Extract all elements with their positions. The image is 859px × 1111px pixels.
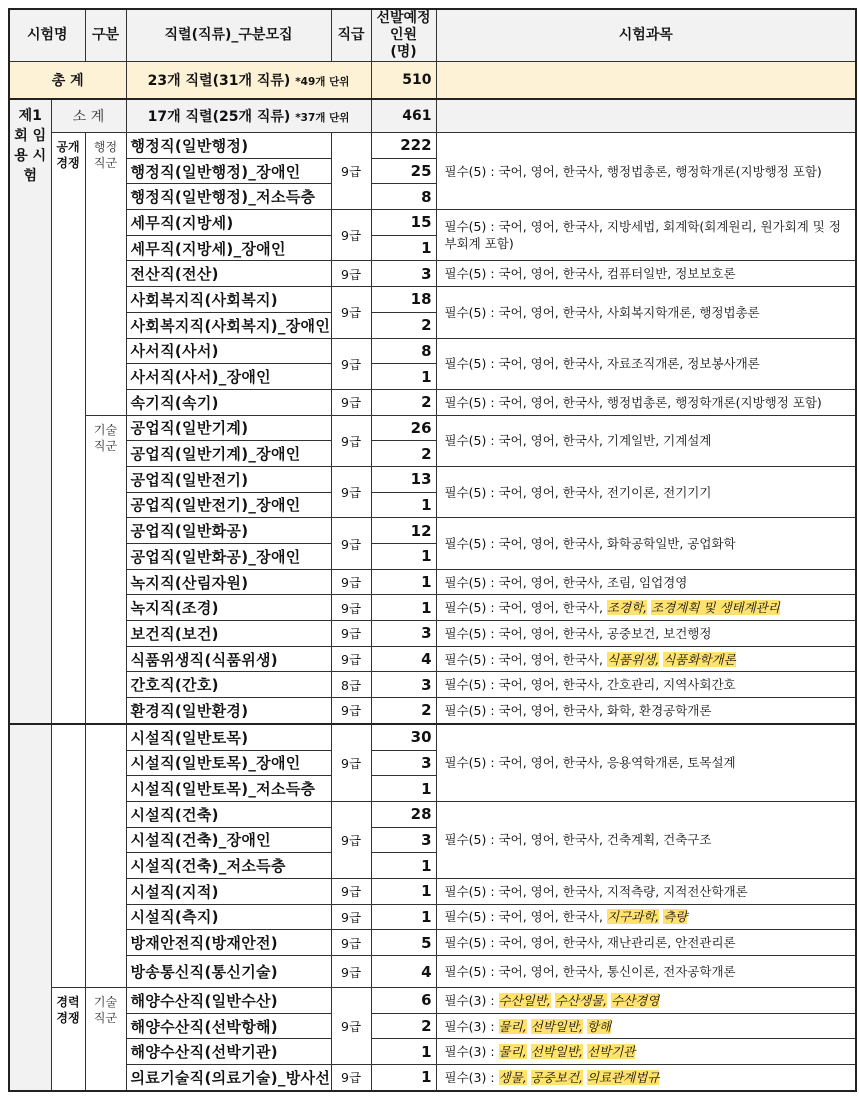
subjects-label: 필수(5) : <box>444 304 495 320</box>
subjects-common: 국어, 영어, 한국사, 통신이론, 전자공학개론 <box>498 964 736 979</box>
count-cell: 18 <box>371 287 436 313</box>
series-name: 해양수산직(일반수산) <box>126 988 331 1014</box>
total-series-text: 23개 직렬(31개 직류) <box>147 73 291 89</box>
subjects-label: 필수(5) : <box>444 219 495 235</box>
grade-cell: 9급 <box>331 518 371 569</box>
grade-cell: 9급 <box>331 956 371 988</box>
subtotal-count: 461 <box>371 99 436 133</box>
subjects-common: 국어, 영어, 한국사, 전기이론, 전기기기 <box>498 484 712 500</box>
grade-cell: 9급 <box>331 1065 371 1091</box>
subjects-cell <box>436 1013 856 1039</box>
subtotal-row <box>9 99 856 133</box>
count-cell: 2 <box>371 441 436 467</box>
subjects-cell <box>436 210 856 261</box>
count-cell: 15 <box>371 210 436 236</box>
count-cell: 4 <box>371 956 436 988</box>
count-cell: 1 <box>371 1065 436 1091</box>
series-name: 녹지직(조경) <box>126 595 331 621</box>
subjects-cell <box>436 904 856 930</box>
exam-name-cell-continued <box>9 724 51 1091</box>
subjects-common: 국어, 영어, 한국사, 응용역학개론, 토목설계 <box>498 755 736 771</box>
subjects-label: 필수(3) : <box>444 992 495 1008</box>
series-name: 속기직(속기) <box>126 389 331 415</box>
count-cell: 26 <box>371 415 436 441</box>
header-series: 직렬(직류)_구분모집 <box>126 9 331 62</box>
table-row <box>9 133 856 159</box>
grade-cell: 9급 <box>331 988 371 1065</box>
subject-highlighted: 지구과학, <box>606 909 660 925</box>
grade-cell: 9급 <box>331 724 371 802</box>
series-name: 해양수산직(선박항해) <box>126 1013 331 1039</box>
category-career: 경력 경쟁 <box>51 988 85 1091</box>
grade-cell: 8급 <box>331 672 371 698</box>
series-name: 시설직(건축)_장애인 <box>126 827 331 853</box>
subjects-common: 국어, 영어, 한국사, 화학공학일반, 공업화학 <box>498 536 736 551</box>
count-cell: 1 <box>371 364 436 390</box>
series-name: 시설직(지적) <box>126 878 331 904</box>
header-row <box>9 9 856 62</box>
subjects-common: 국어, 영어, 한국사, 건축계획, 건축구조 <box>498 832 712 848</box>
subjects-common: 국어, 영어, 한국사, 공중보건, 보건행정 <box>498 625 712 641</box>
count-cell: 1 <box>371 878 436 904</box>
grade-cell: 9급 <box>331 569 371 595</box>
subject-highlighted: 식품화학개론 <box>663 651 736 667</box>
subject-highlighted: 공중보건, <box>530 1069 583 1085</box>
subjects-cell <box>436 956 856 988</box>
grade-cell: 9급 <box>331 338 371 389</box>
subjects-common: 국어, 영어, 한국사, 행정법총론, 행정학개론(지방행정 포함) <box>498 163 822 179</box>
total-note: *49개 단위 <box>295 76 350 88</box>
table-row <box>9 698 856 724</box>
table-row <box>9 930 856 956</box>
header-exam: 시험명 <box>9 9 85 62</box>
subjects-label: 필수(5) : <box>444 536 495 551</box>
subjects-cell <box>436 518 856 569</box>
grade-cell: 9급 <box>331 878 371 904</box>
subjects-label: 필수(5) : <box>444 266 495 282</box>
count-cell: 1 <box>371 544 436 570</box>
subjects-cell <box>436 988 856 1014</box>
grade-cell: 9급 <box>331 621 371 647</box>
subjects-common: 국어, 영어, 한국사, <box>498 651 603 667</box>
subjects-label: 필수(5) : <box>444 600 495 616</box>
table-row <box>9 956 856 988</box>
subject-highlighted: 수산경영 <box>611 992 660 1008</box>
grade-cell: 9급 <box>331 210 371 261</box>
subject-highlighted: 물리, <box>498 1044 527 1060</box>
header-subjects: 시험과목 <box>436 9 856 62</box>
series-name: 시설직(측지) <box>126 904 331 930</box>
series-name: 행정직(일반행정)_저소득층 <box>126 184 331 210</box>
grade-cell: 9급 <box>331 389 371 415</box>
subjects-cell <box>436 287 856 338</box>
subtotal-series-text: 17개 직렬(25개 직류) <box>147 109 291 125</box>
grade-cell: 9급 <box>331 287 371 338</box>
header-category: 구분 <box>85 9 126 62</box>
count-cell: 25 <box>371 158 436 184</box>
count-cell: 1 <box>371 595 436 621</box>
subtotal-label: 소 계 <box>51 99 126 133</box>
table-row <box>9 878 856 904</box>
total-label: 총 계 <box>9 62 126 100</box>
count-cell: 3 <box>371 672 436 698</box>
table-row <box>9 389 856 415</box>
subjects-cell <box>436 569 856 595</box>
count-cell: 1 <box>371 1039 436 1065</box>
count-cell: 4 <box>371 646 436 672</box>
table-row <box>9 724 856 750</box>
subjects-cell <box>436 698 856 724</box>
subject-highlighted: 항해 <box>586 1018 612 1034</box>
subject-highlighted: 물리, <box>498 1018 527 1034</box>
table-row <box>9 1013 856 1039</box>
series-name: 사서직(사서)_장애인 <box>126 364 331 390</box>
count-cell: 3 <box>371 261 436 287</box>
count-cell: 1 <box>371 904 436 930</box>
subjects-label: 필수(5) : <box>444 909 495 925</box>
subjects-common: 국어, 영어, 한국사, 간호관리, 지역사회간호 <box>498 677 736 693</box>
total-series <box>126 62 371 100</box>
count-cell: 30 <box>371 724 436 750</box>
table-row <box>9 904 856 930</box>
subtotal-note: *37개 단위 <box>295 112 350 124</box>
count-cell: 1 <box>371 569 436 595</box>
grade-cell: 9급 <box>331 466 371 517</box>
series-name: 시설직(건축) <box>126 801 331 827</box>
count-cell: 6 <box>371 988 436 1014</box>
job-group-admin: 행정 직군 <box>85 133 126 416</box>
subjects-label: 필수(3) : <box>444 1069 495 1085</box>
subjects-common: 국어, 영어, 한국사, 화학, 환경공학개론 <box>498 702 712 718</box>
series-name: 방송통신직(통신기술) <box>126 956 331 988</box>
subjects-common: 국어, 영어, 한국사, 사회복지학개론, 행정법총론 <box>498 304 760 320</box>
series-name: 전산직(전산) <box>126 261 331 287</box>
subjects-label: 필수(5) : <box>444 574 495 590</box>
subject-highlighted: 의료관계법규 <box>586 1069 660 1085</box>
count-cell: 222 <box>371 133 436 159</box>
subjects-cell <box>436 595 856 621</box>
series-name: 세무직(지방세) <box>126 210 331 236</box>
count-cell: 12 <box>371 518 436 544</box>
subjects-cell <box>436 672 856 698</box>
series-name: 의료기술직(의료기술)_방사선 <box>126 1065 331 1091</box>
header-grade: 직급 <box>331 9 371 62</box>
subjects-label: 필수(3) : <box>444 1018 495 1034</box>
subjects-label: 필수(5) : <box>444 702 495 718</box>
total-count: 510 <box>371 62 436 100</box>
series-name: 공업직(일반화공) <box>126 518 331 544</box>
subjects-cell <box>436 1065 856 1091</box>
subjects-cell <box>436 930 856 956</box>
subjects-label: 필수(5) : <box>444 356 495 372</box>
series-name: 사회복지직(사회복지)_장애인 <box>126 312 331 338</box>
grade-cell: 9급 <box>331 930 371 956</box>
subject-highlighted: 수산생물, <box>554 992 608 1008</box>
grade-cell: 9급 <box>331 133 371 210</box>
subjects-label: 필수(5) : <box>444 883 495 899</box>
subjects-cell <box>436 878 856 904</box>
series-name: 공업직(일반기계)_장애인 <box>126 441 331 467</box>
subjects-label: 필수(5) : <box>444 677 495 693</box>
subjects-label: 필수(5) : <box>444 755 495 771</box>
subjects-label: 필수(5) : <box>444 935 495 951</box>
table-row <box>9 338 856 364</box>
count-cell: 1 <box>371 776 436 802</box>
grade-cell: 9급 <box>331 801 371 878</box>
grade-cell: 9급 <box>331 698 371 724</box>
series-name: 시설직(일반토목)_장애인 <box>126 750 331 776</box>
count-cell: 8 <box>371 338 436 364</box>
subjects-common: 국어, 영어, 한국사, 행정법총론, 행정학개론(지방행정 포함) <box>498 394 822 410</box>
count-cell: 3 <box>371 827 436 853</box>
grade-cell: 9급 <box>331 595 371 621</box>
table-row <box>9 621 856 647</box>
count-cell: 13 <box>371 466 436 492</box>
subject-highlighted: 조경학, <box>606 600 648 616</box>
table-row <box>9 1065 856 1091</box>
subjects-cell <box>436 1039 856 1065</box>
count-cell: 5 <box>371 930 436 956</box>
subject-highlighted: 선박기관 <box>586 1044 636 1060</box>
exam-subjects-table <box>8 8 857 1092</box>
count-cell: 8 <box>371 184 436 210</box>
count-cell: 2 <box>371 312 436 338</box>
subject-highlighted: 식품위생, <box>606 651 660 667</box>
subject-highlighted: 수산일반, <box>498 992 551 1008</box>
subjects-common: 국어, 영어, 한국사, <box>498 600 603 616</box>
series-name: 행정직(일반행정)_장애인 <box>126 158 331 184</box>
series-name: 세무직(지방세)_장애인 <box>126 235 331 261</box>
subject-highlighted: 선박일반, <box>530 1018 583 1034</box>
subtotal-subjects <box>436 99 856 133</box>
grade-cell: 9급 <box>331 261 371 287</box>
series-name: 해양수산직(선박기관) <box>126 1039 331 1065</box>
subjects-label: 필수(5) : <box>444 433 495 449</box>
subjects-label: 필수(5) : <box>444 625 495 641</box>
subjects-label: 필수(5) : <box>444 484 495 500</box>
subjects-cell <box>436 389 856 415</box>
subjects-label: 필수(5) : <box>444 163 495 179</box>
table-row <box>9 287 856 313</box>
subjects-cell <box>436 621 856 647</box>
subjects-common: 국어, 영어, 한국사, 기계일반, 기계설계 <box>498 433 712 449</box>
series-name: 공업직(일반전기)_장애인 <box>126 492 331 518</box>
series-name: 시설직(건축)_저소득층 <box>126 853 331 879</box>
subjects-common: 국어, 영어, 한국사, 자료조직개론, 정보봉사개론 <box>498 356 760 372</box>
category-open: 공개 경쟁 <box>51 133 85 724</box>
total-subjects <box>436 62 856 100</box>
subjects-label: 필수(5) : <box>444 394 495 410</box>
series-name: 방재안전직(방재안전) <box>126 930 331 956</box>
job-group-continued <box>85 724 126 988</box>
table-row <box>9 261 856 287</box>
series-name: 시설직(일반토목) <box>126 724 331 750</box>
subjects-common: 국어, 영어, 한국사, 컴퓨터일반, 정보보호론 <box>498 266 736 282</box>
exam-name-cell: 제1회 임용 시험 <box>9 99 51 724</box>
subjects-cell <box>436 466 856 517</box>
subjects-cell <box>436 338 856 389</box>
subjects-label: 필수(5) : <box>444 832 495 848</box>
table-row <box>9 518 856 544</box>
series-name: 식품위생직(식품위생) <box>126 646 331 672</box>
series-name: 시설직(일반토목)_저소득층 <box>126 776 331 802</box>
subjects-common: 국어, 영어, 한국사, 지적측량, 지적전산학개론 <box>498 883 748 899</box>
series-name: 녹지직(산림자원) <box>126 569 331 595</box>
series-name: 간호직(간호) <box>126 672 331 698</box>
job-group-tech-career: 기술 직군 <box>85 988 126 1091</box>
series-name: 공업직(일반전기) <box>126 466 331 492</box>
table-row <box>9 1039 856 1065</box>
subjects-common: 국어, 영어, 한국사, 지방세법, 회계학(회계원리, 원가회계 및 정부회계 포함) <box>444 219 841 252</box>
count-cell: 1 <box>371 492 436 518</box>
series-name: 사회복지직(사회복지) <box>126 287 331 313</box>
subject-highlighted: 생물, <box>498 1069 527 1085</box>
table-row <box>9 210 856 236</box>
series-name: 공업직(일반화공)_장애인 <box>126 544 331 570</box>
subjects-cell <box>436 415 856 466</box>
subjects-common: 국어, 영어, 한국사, <box>498 909 603 925</box>
table-row <box>9 569 856 595</box>
table-row <box>9 466 856 492</box>
count-cell: 28 <box>371 801 436 827</box>
subjects-common: 국어, 영어, 한국사, 조림, 임업경영 <box>498 574 688 590</box>
count-cell: 2 <box>371 1013 436 1039</box>
series-name: 환경직(일반환경) <box>126 698 331 724</box>
subject-highlighted: 측량 <box>663 909 688 925</box>
count-cell: 3 <box>371 750 436 776</box>
count-cell: 2 <box>371 389 436 415</box>
subjects-cell <box>436 646 856 672</box>
series-name: 공업직(일반기계) <box>126 415 331 441</box>
subjects-cell <box>436 801 856 878</box>
subject-highlighted: 선박일반, <box>530 1044 583 1060</box>
count-cell: 2 <box>371 698 436 724</box>
grade-cell: 9급 <box>331 415 371 466</box>
subtotal-series <box>126 99 371 133</box>
table-row <box>9 595 856 621</box>
count-cell: 1 <box>371 853 436 879</box>
table-row <box>9 801 856 827</box>
table-row <box>9 646 856 672</box>
series-name: 보건직(보건) <box>126 621 331 647</box>
job-group-tech: 기술 직군 <box>85 415 126 724</box>
total-row <box>9 62 856 100</box>
subjects-cell <box>436 133 856 210</box>
grade-cell: 9급 <box>331 646 371 672</box>
subjects-label: 필수(5) : <box>444 964 495 979</box>
series-name: 행정직(일반행정) <box>126 133 331 159</box>
category-open-continued <box>51 724 85 988</box>
series-name: 사서직(사서) <box>126 338 331 364</box>
count-cell: 3 <box>371 621 436 647</box>
subject-highlighted: 조경계획 및 생태계관리 <box>651 600 780 616</box>
subjects-label: 필수(5) : <box>444 651 495 667</box>
header-count: 선발예정 인원 (명) <box>371 9 436 62</box>
subjects-cell <box>436 724 856 802</box>
table-row <box>9 672 856 698</box>
table-row <box>9 988 856 1014</box>
grade-cell: 9급 <box>331 904 371 930</box>
count-cell: 1 <box>371 235 436 261</box>
subjects-common: 국어, 영어, 한국사, 재난관리론, 안전관리론 <box>498 935 736 951</box>
subjects-label: 필수(3) : <box>444 1044 495 1060</box>
subjects-cell <box>436 261 856 287</box>
table-row <box>9 415 856 441</box>
